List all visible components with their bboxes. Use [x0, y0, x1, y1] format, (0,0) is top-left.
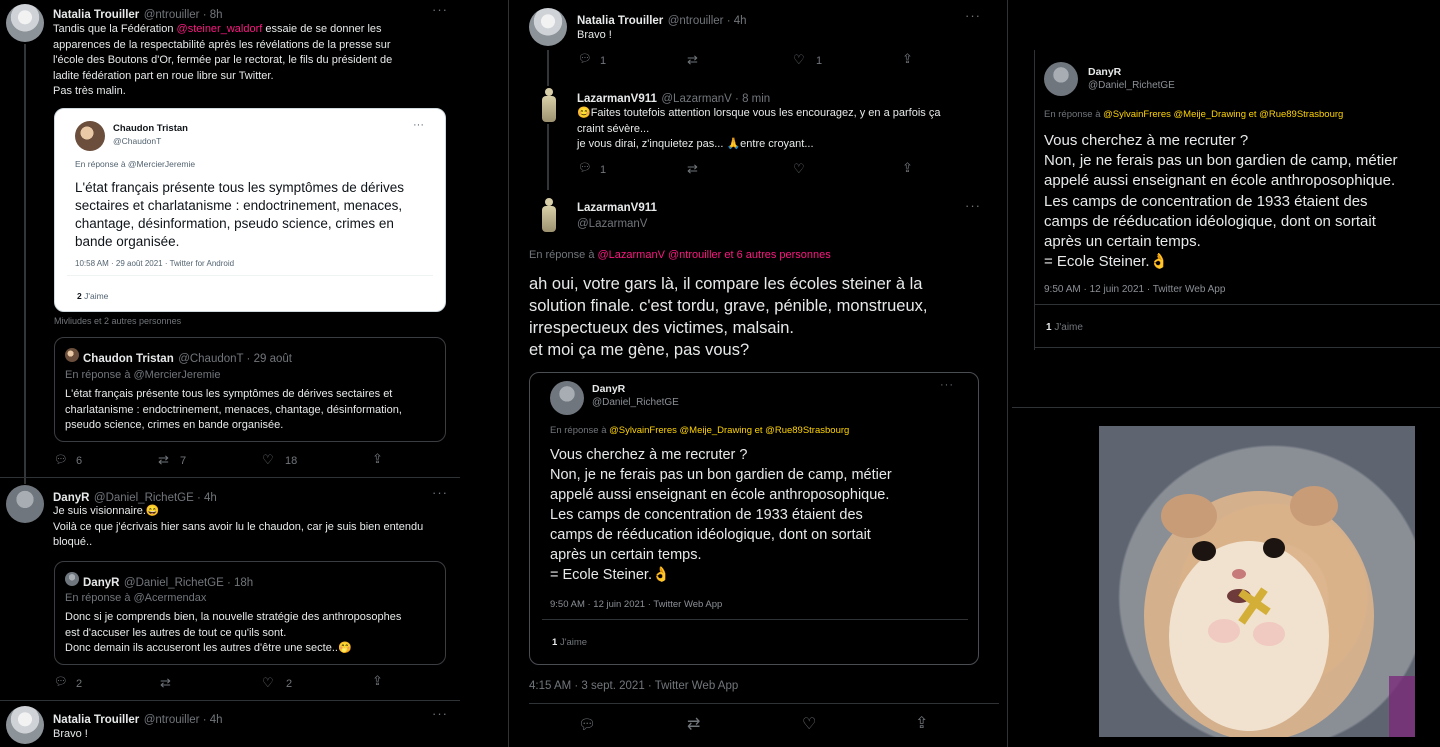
tweet-text: Vous cherchez à me recruter ? Non, je ne ferais pas un bon gardien de camp, métier appelé aussi enseignant en école anthroposophique. Les camps de concentration de 1933 étaient des camps de rééducation idéologique, dont on sortait après un certain temps. = Ecole Steiner.👌	[1044, 132, 1398, 271]
left-thread-panel	[0, 0, 460, 747]
embedded-screenshot[interactable]	[54, 108, 446, 312]
more-dots-icon[interactable]: ···	[432, 706, 448, 721]
reply-icon[interactable]: 💬︎	[578, 716, 596, 732]
author-handle[interactable]: @Daniel_RichetGE	[1088, 80, 1175, 91]
timestamp: 9:50 AM · 12 juin 2021 · Twitter Web App	[550, 599, 723, 610]
divider	[1034, 304, 1440, 305]
retweet-icon[interactable]: ⇄	[160, 675, 171, 690]
quote-text: L'état français présente tous les symptômes de dérives sectaires et charlatanisme : endoctrinement, menaces, chantage, désinformation, pseudo science, crimes en bande organisée.	[65, 388, 402, 431]
border-line	[1034, 50, 1035, 350]
reply-icon[interactable]: 💬︎	[578, 53, 592, 65]
hamster-illustration	[1099, 426, 1415, 737]
avatar[interactable]	[6, 485, 44, 523]
author-name[interactable]: DanyR	[1088, 66, 1122, 78]
author-handle[interactable]: @LazarmanV	[577, 218, 648, 230]
divider	[0, 477, 460, 478]
reply-context: En réponse à @SylvainFreres @Meije_Drawing et @Rue89Strasbourg	[550, 425, 850, 436]
reply-icon[interactable]: 💬︎	[54, 454, 68, 466]
reply-context: En réponse à @Acermendax	[65, 592, 207, 604]
tweet-header	[577, 89, 770, 107]
avatar[interactable]	[6, 706, 44, 744]
right-screenshot-panel	[1012, 0, 1440, 406]
like-count: 1	[816, 55, 823, 67]
author-name[interactable]: Natalia Trouiller	[53, 714, 140, 726]
timestamp: 10:58 AM · 29 août 2021 · Twitter for Android	[75, 259, 235, 268]
more-dots-icon[interactable]: ···	[432, 485, 448, 500]
more-dots-icon[interactable]: ···	[432, 2, 448, 17]
like-count[interactable]: 1 J'aime	[1046, 322, 1083, 333]
like-count: 18	[285, 455, 298, 467]
share-icon[interactable]: ⇪	[372, 673, 383, 688]
author-name: Chaudon Tristan	[83, 353, 174, 365]
author-name: Chaudon Tristan	[113, 123, 188, 134]
quote-tweet[interactable]	[54, 337, 446, 442]
timestamp: 9:50 AM · 12 juin 2021 · Twitter Web App	[1044, 284, 1226, 295]
more-dots-icon: ···	[413, 119, 424, 131]
reply-context: En réponse à @MercierJeremie	[65, 369, 221, 381]
middle-thread-panel	[508, 0, 1008, 747]
share-icon[interactable]: ⇪	[372, 451, 383, 466]
reply-count: 1	[600, 55, 607, 67]
reply-context: En réponse à @MercierJeremie	[75, 159, 196, 169]
author-handle: @ChaudonT · 29 août	[178, 353, 292, 365]
retweet-count: 7	[180, 455, 187, 467]
author-handle[interactable]: @ntrouiller · 8h	[143, 9, 223, 21]
tweet-text: 😊Faites toutefois attention lorsque vous les encouragez, y en a parfois ça craint sévère... je vous dirai, z'inquietez pas... 🙏entre croyant...	[577, 107, 941, 150]
avatar	[65, 572, 79, 586]
heart-icon[interactable]: ♡	[262, 675, 274, 690]
screenshot-text: L'état français présente tous les symptômes de dérives sectaires et charlatanisme : endoctrinement, menaces, chantage, désinformation, pseudo science, crimes en bande organisée.	[75, 180, 404, 249]
author-handle[interactable]: @Daniel_RichetGE · 4h	[93, 492, 217, 504]
avatar[interactable]	[6, 4, 44, 42]
share-icon[interactable]: ⇪	[902, 51, 913, 66]
heart-icon[interactable]: ♡	[262, 452, 274, 467]
heart-icon[interactable]: ♡	[802, 716, 817, 733]
avatar	[550, 381, 584, 415]
avatar[interactable]	[539, 196, 559, 234]
quote-text: Donc si je comprends bien, la nouvelle stratégie des anthroposophes est d'accuser les autres de tout ce qu'ils sont. Donc demain ils accuseront les autres d'être une secte..🤭	[65, 611, 402, 654]
reply-context: En réponse à @LazarmanV @ntrouiller et 6 autres personnes	[529, 249, 831, 261]
reply-icon[interactable]: 💬︎	[54, 676, 68, 688]
heart-icon[interactable]: ♡	[793, 52, 805, 67]
author-handle: @Daniel_RichetGE · 18h	[123, 577, 254, 589]
tweet-header	[53, 710, 223, 728]
like-count: 2	[286, 678, 293, 690]
author-name[interactable]: Natalia Trouiller	[53, 9, 140, 21]
author-handle[interactable]: @LazarmanV · 8 min	[661, 93, 771, 105]
tweet-text: ah oui, votre gars là, il compare les écoles steiner à la solution finale. c'est tordu, grave, pénible, monstrueux, irrespectueux des victimes, malsain. et moi ça me gène, pas vous?	[529, 275, 928, 359]
mention-link[interactable]: @SylvainFreres @Meije_Drawing et @Rue89Strasbourg	[1103, 109, 1344, 120]
author-handle: @Daniel_RichetGE	[592, 397, 679, 408]
author-name[interactable]: LazarmanV911	[577, 202, 657, 214]
divider	[0, 700, 460, 701]
screenshot-text: Vous cherchez à me recruter ? Non, je ne ferais pas un bon gardien de camp, métier appelé aussi enseignant en école anthroposophique. Les camps de concentration de 1933 étaient des camps de rééducation idéologique, dont on sortait après un certain temps. = Ecole Steiner.👌	[550, 447, 892, 583]
avatar[interactable]	[529, 8, 567, 46]
author-name: DanyR	[592, 383, 626, 395]
like-count: 1 J'aime	[552, 637, 588, 648]
more-dots-icon[interactable]: ···	[965, 198, 981, 213]
share-icon[interactable]: ⇪	[915, 715, 929, 732]
retweet-icon[interactable]: ⇄	[687, 716, 701, 733]
author-handle: @ChaudonT	[113, 136, 162, 146]
tagged-people[interactable]: Mivliudes et 2 autres personnes	[54, 316, 182, 326]
avatar[interactable]	[1044, 62, 1078, 96]
tweet-header	[577, 11, 747, 29]
author-name[interactable]: DanyR	[53, 492, 90, 504]
divider	[542, 619, 968, 620]
divider	[67, 275, 433, 276]
reply-count: 2	[76, 678, 83, 690]
reply-count: 6	[76, 455, 83, 467]
reply-count: 1	[600, 164, 607, 176]
divider	[1034, 347, 1440, 348]
share-icon[interactable]: ⇪	[902, 160, 913, 175]
more-dots-icon[interactable]: ···	[965, 8, 981, 23]
tweet-text: Bravo !	[577, 29, 612, 41]
divider	[1012, 407, 1440, 408]
heart-icon[interactable]: ♡	[793, 161, 805, 176]
avatar[interactable]	[539, 86, 559, 124]
hamster-meme-image	[1099, 426, 1415, 737]
reply-context: En réponse à @SylvainFreres @Meije_Drawing et @Rue89Strasbourg	[1044, 109, 1344, 120]
thread-line	[24, 44, 26, 484]
tweet-text: Je suis visionnaire.😄 Voilà ce que j'écrivais hier sans avoir lu le chaudon, car je suis bien entendu bloqué..	[53, 505, 424, 548]
author-handle[interactable]: @ntrouiller · 4h	[667, 15, 747, 27]
mention-link[interactable]: @LazarmanV @ntrouiller et 6 autres personnes	[597, 249, 831, 261]
tweet-text: Bravo !	[53, 728, 88, 740]
retweet-icon[interactable]: ⇄	[687, 161, 698, 176]
avatar	[65, 348, 79, 362]
embedded-screenshot[interactable]	[529, 372, 979, 665]
author-name[interactable]: Natalia Trouiller	[577, 15, 664, 27]
author-name: DanyR	[83, 577, 120, 589]
reply-icon[interactable]: 💬︎	[578, 162, 592, 174]
tweet-text: Tandis que la Fédération @steiner_waldorf essaie de se donner les apparences de la respectabilité après les révélations de la presse sur l'école des Boutons d'Or, fermée par le rectorat, le fils du président de ladite fédération part en roue libre sur Twitter. Pas très malin.	[53, 23, 393, 97]
retweet-icon[interactable]: ⇄	[158, 452, 169, 467]
tweet-header	[53, 5, 223, 23]
mention-link[interactable]: @steiner_waldorf	[176, 23, 263, 35]
more-dots-icon: ···	[940, 379, 954, 391]
divider	[529, 703, 999, 704]
avatar	[75, 121, 105, 151]
timestamp[interactable]: 4:15 AM · 3 sept. 2021 · Twitter Web App	[529, 680, 739, 692]
quote-tweet[interactable]	[54, 561, 446, 665]
retweet-icon[interactable]: ⇄	[687, 52, 698, 67]
like-count: 2 J'aime	[77, 291, 109, 301]
author-handle[interactable]: @ntrouiller · 4h	[143, 714, 223, 726]
author-name[interactable]: LazarmanV911	[577, 93, 657, 105]
